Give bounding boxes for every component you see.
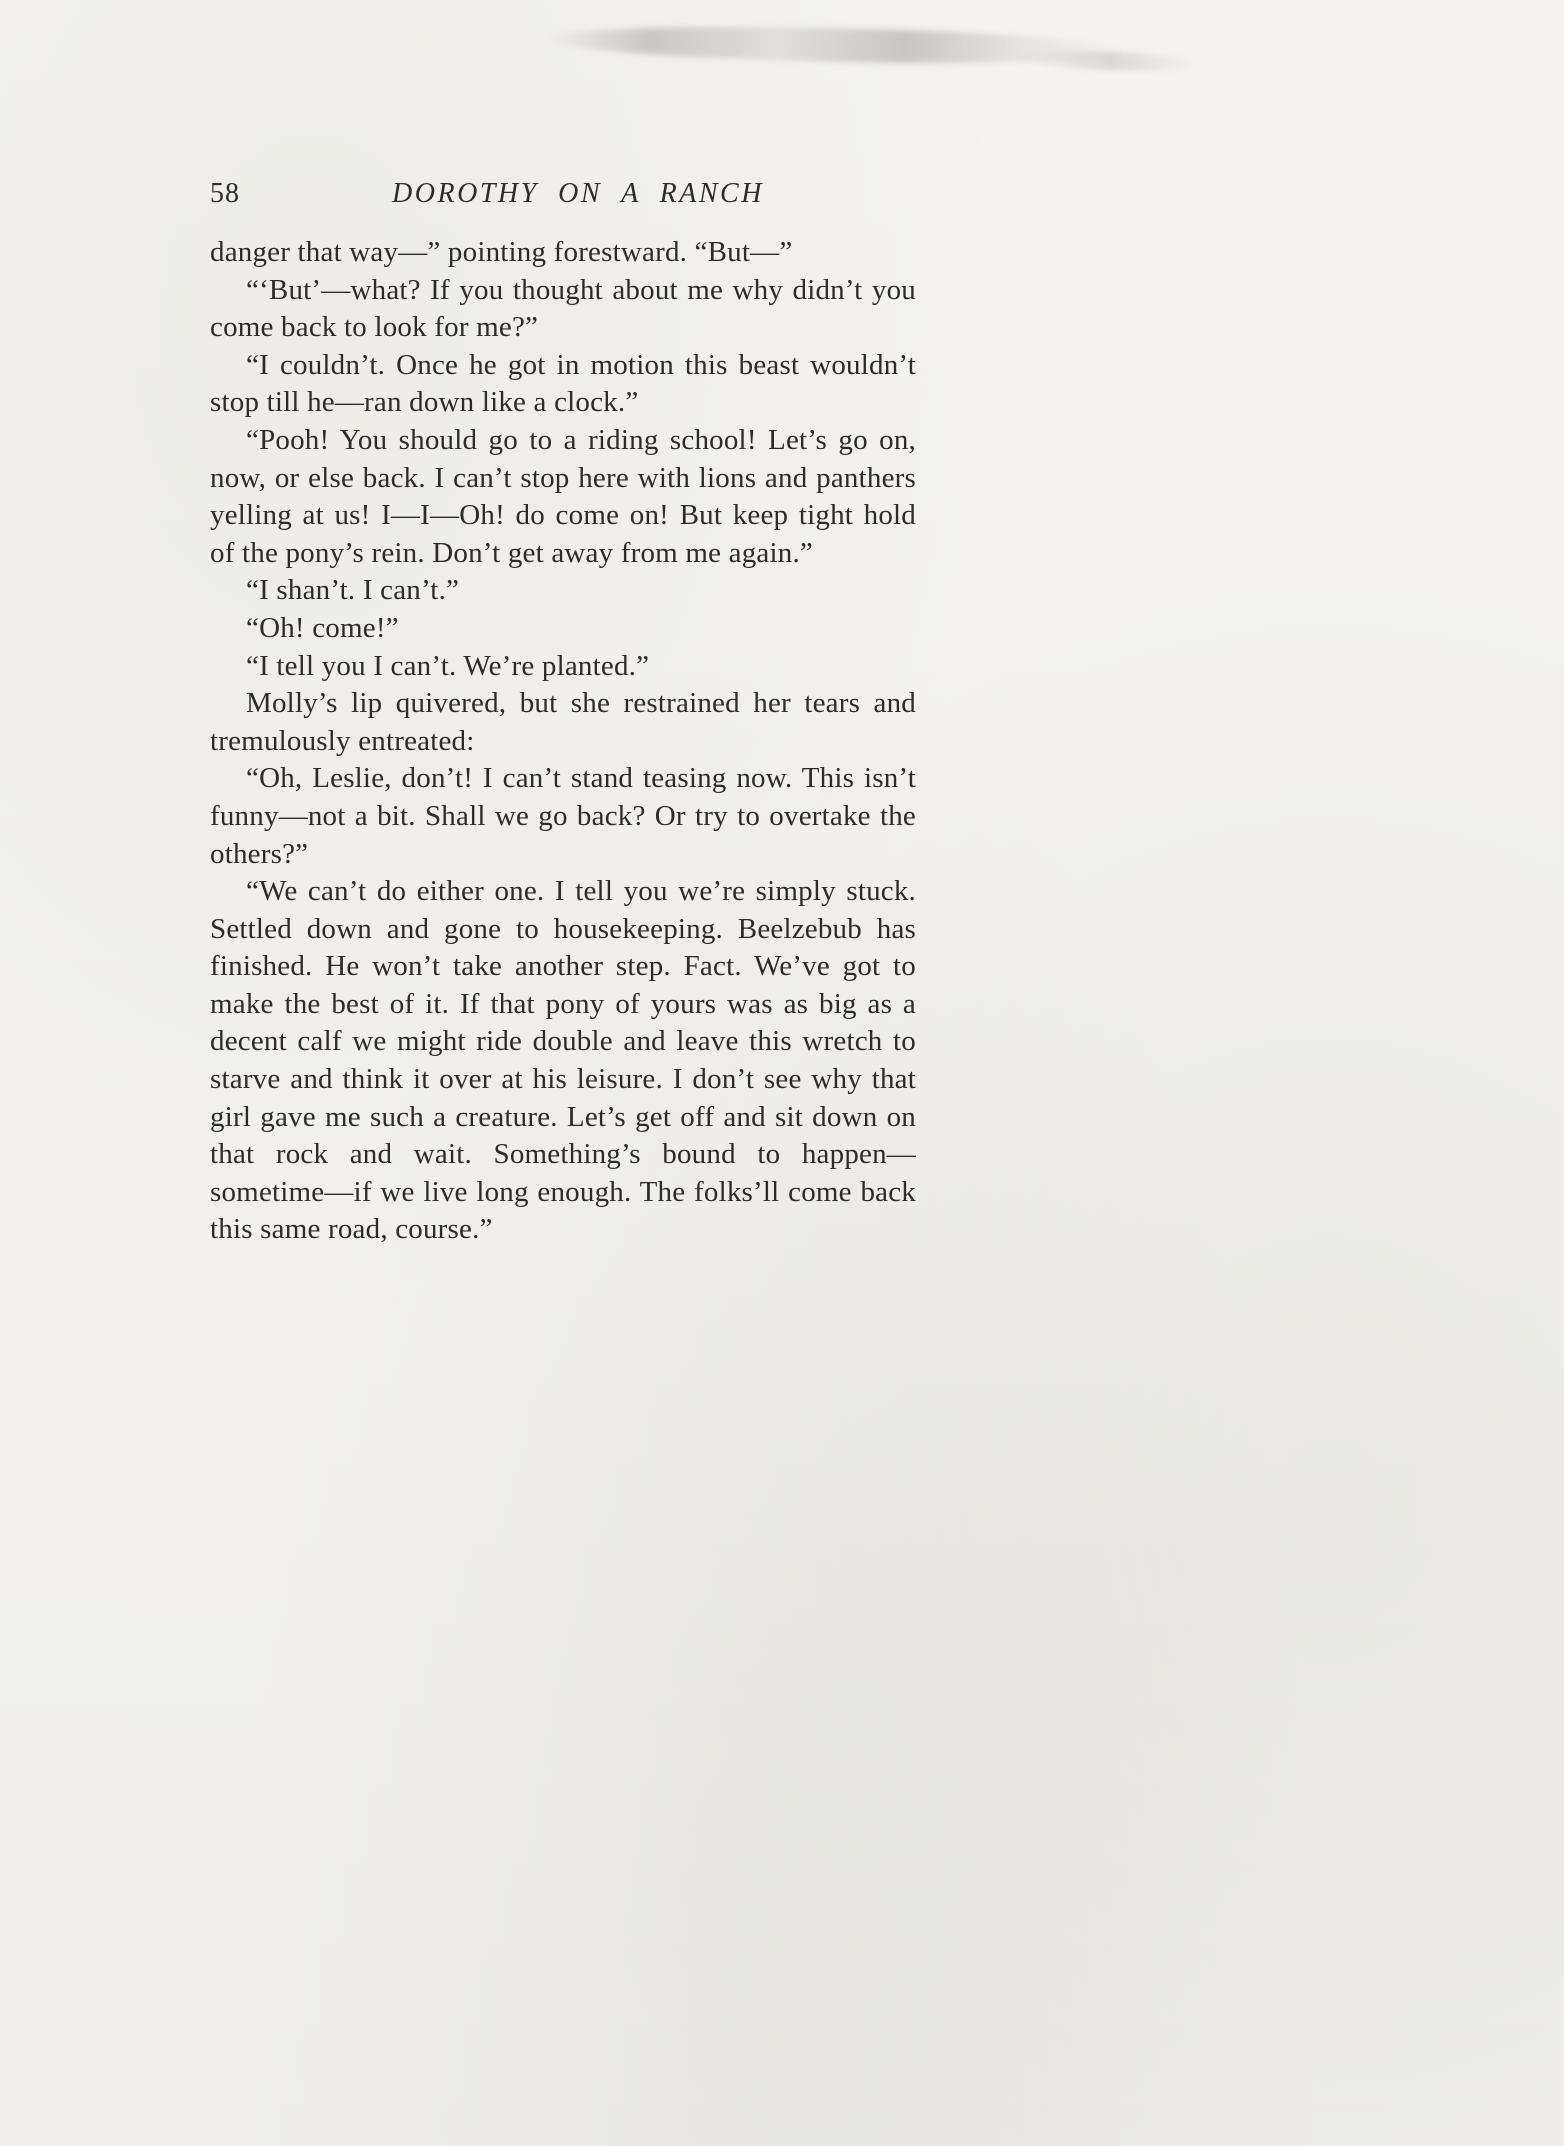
page-header (210, 178, 916, 210)
page-number: 58 (210, 178, 240, 209)
paragraph: “I tell you I can’t. We’re planted.” (246, 649, 650, 682)
paragraph: “Pooh! You should go to a riding school! Let’s go on, now, or else back. I can’t stop here with lions and panthers yelling at us! I—I—Oh! do come on! But keep tight hold of the pony’s rein. Don’t get away from me again.” (210, 423, 916, 569)
page-content (210, 178, 916, 1249)
paragraph: “We can’t do either one. I tell you we’re simply stuck. Settled down and gone to housekeeping. Beelzebub has finished. He won’t take another step. Fact. We’ve got to make the best of it. If that pony of yours was as big as a decent calf we might ride double and leave this wretch to starve and think it over at his leisure. I don’t see why that girl gave me such a creature. Let’s get off and sit down on that rock and wait. Something’s bound to happen—sometime—if we live long enough. The folks’ll come back this same road, course.” (210, 875, 916, 1246)
paragraph: “‘But’—what? If you thought about me why didn’t you come back to look for me?” (210, 273, 916, 344)
paragraph: danger that way—” pointing forestward. “But—” (210, 236, 793, 268)
scan-smudge-artifact-small (1020, 49, 1201, 73)
paragraph: Molly’s lip quivered, but she restrained her tears and tremulously entreated: (210, 687, 916, 757)
paragraph: “I shan’t. I can’t.” (246, 574, 460, 607)
paragraph: “Oh! come!” (246, 611, 399, 644)
paragraph: “Oh, Leslie, don’t! I can’t stand teasing now. This isn’t funny—not a bit. Shall we go back? Or try to overtake the others?” (210, 762, 916, 870)
body-text (210, 234, 916, 1249)
running-title: DOROTHY ON A RANCH (392, 178, 764, 209)
paragraph: “I couldn’t. Once he got in motion this beast wouldn’t stop till he—ran down like a clock.” (210, 348, 916, 419)
